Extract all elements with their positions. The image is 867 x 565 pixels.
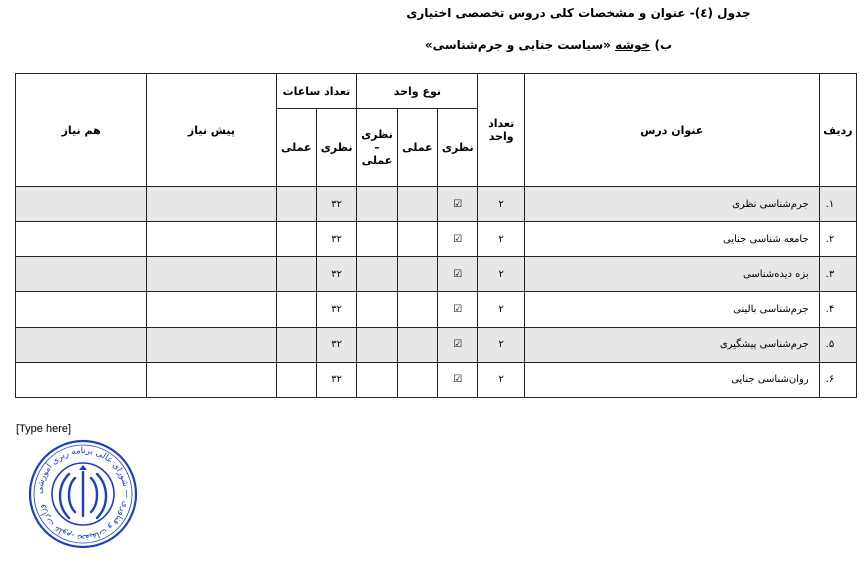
header-unit-practical: عملی — [397, 109, 437, 187]
course-title: بزه دیده‌شناسی — [524, 257, 819, 292]
row-number: .۳ — [819, 257, 856, 292]
theory-checkbox-icon: ☑ — [438, 292, 478, 327]
hours-theory: ۳۲ — [316, 327, 356, 362]
units-count: ۲ — [478, 257, 524, 292]
table-title: جدول (٤)- عنوان و مشخصات کلی دروس تخصصی اختیاری — [406, 6, 751, 20]
type-here-placeholder: [Type here] — [16, 423, 72, 435]
unit-theory-practical-cell — [357, 257, 397, 292]
header-unit-type: نوع واحد — [357, 74, 478, 109]
courses-table — [15, 73, 857, 398]
table-row — [16, 222, 857, 257]
seal-text: وزارت علوم، تحقیقات و فناوری — شورای عالی برنامه ریزی آموزشی — [34, 445, 132, 543]
hours-theory: ۳۲ — [316, 292, 356, 327]
prerequisite-cell — [147, 362, 276, 397]
hours-practical-cell — [276, 222, 316, 257]
cluster-title — [0, 38, 867, 52]
table-row — [16, 362, 857, 397]
course-title: جرم‌شناسی پیشگیری — [524, 327, 819, 362]
table-row — [16, 187, 857, 222]
row-number: .۲ — [819, 222, 856, 257]
cluster-prefix: ب) — [654, 38, 673, 52]
hours-theory: ۳۲ — [316, 222, 356, 257]
header-course-title: عنوان درس — [524, 74, 819, 187]
table-row — [16, 327, 857, 362]
unit-practical-cell — [397, 292, 437, 327]
table-row — [16, 292, 857, 327]
units-count: ۲ — [478, 362, 524, 397]
units-count: ۲ — [478, 292, 524, 327]
header-hours-count: تعداد ساعات — [276, 74, 357, 109]
theory-checkbox-icon: ☑ — [438, 327, 478, 362]
units-count: ۲ — [478, 327, 524, 362]
hours-practical-cell — [276, 327, 316, 362]
course-title: جامعه شناسی جنایی — [524, 222, 819, 257]
corequisite-cell — [16, 362, 147, 397]
units-count: ۲ — [478, 222, 524, 257]
prerequisite-cell — [147, 292, 276, 327]
course-title: روان‌شناسی جنایی — [524, 362, 819, 397]
row-number: .۱ — [819, 187, 856, 222]
header-corequisite: هم نیاز — [16, 74, 147, 187]
prerequisite-cell — [147, 222, 276, 257]
hours-practical-cell — [276, 292, 316, 327]
course-title: جرم‌شناسی نظری — [524, 187, 819, 222]
theory-checkbox-icon: ☑ — [438, 187, 478, 222]
hours-practical-cell — [276, 257, 316, 292]
header-unit-theory-practical: نظری – عملی — [357, 109, 397, 187]
prerequisite-cell — [147, 327, 276, 362]
prerequisite-cell — [147, 187, 276, 222]
unit-practical-cell — [397, 187, 437, 222]
unit-theory-practical-cell — [357, 327, 397, 362]
hours-theory: ۳۲ — [316, 362, 356, 397]
unit-practical-cell — [397, 222, 437, 257]
row-number: .۵ — [819, 327, 856, 362]
cluster-name: «سیاست جنایی و جرم‌شناسی» — [424, 38, 611, 52]
corequisite-cell — [16, 257, 147, 292]
course-title: جرم‌شناسی بالینی — [524, 292, 819, 327]
unit-practical-cell — [397, 362, 437, 397]
header-hours-practical: عملی — [276, 109, 316, 187]
hours-practical-cell — [276, 362, 316, 397]
corequisite-cell — [16, 327, 147, 362]
cluster-label: خوشه — [615, 38, 651, 52]
corequisite-cell — [16, 222, 147, 257]
header-row-number: ردیف — [819, 74, 856, 187]
corequisite-cell — [16, 187, 147, 222]
theory-checkbox-icon: ☑ — [438, 222, 478, 257]
header-hours-theory: نظری — [316, 109, 356, 187]
unit-theory-practical-cell — [357, 187, 397, 222]
hours-theory: ۳۲ — [316, 257, 356, 292]
units-count: ۲ — [478, 187, 524, 222]
header-prerequisite: پیش نیاز — [147, 74, 276, 187]
row-number: .۴ — [819, 292, 856, 327]
hours-theory: ۳۲ — [316, 187, 356, 222]
unit-practical-cell — [397, 257, 437, 292]
hours-practical-cell — [276, 187, 316, 222]
unit-theory-practical-cell — [357, 292, 397, 327]
ministry-seal-icon — [27, 438, 139, 550]
table-row — [16, 257, 857, 292]
unit-practical-cell — [397, 327, 437, 362]
unit-theory-practical-cell — [357, 362, 397, 397]
corequisite-cell — [16, 292, 147, 327]
prerequisite-cell — [147, 257, 276, 292]
theory-checkbox-icon: ☑ — [438, 257, 478, 292]
row-number: .۶ — [819, 362, 856, 397]
unit-theory-practical-cell — [357, 222, 397, 257]
header-units-count: تعداد واحد — [478, 74, 524, 187]
header-unit-theory: نظری — [438, 109, 478, 187]
theory-checkbox-icon: ☑ — [438, 362, 478, 397]
